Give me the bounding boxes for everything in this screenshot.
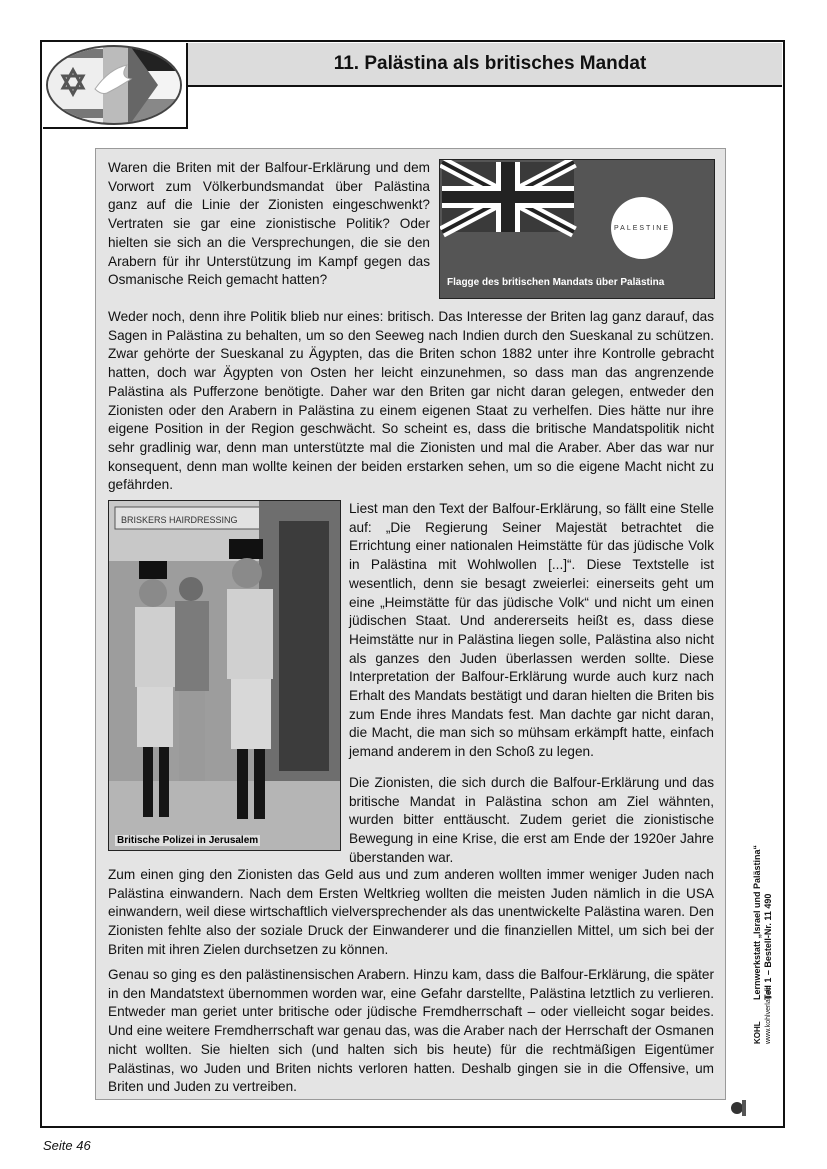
paragraph-immigration: Zum einen ging den Zionisten das Geld aus und zum anderen wollten immer weniger Juden nach Palästina einwandern. Nach dem Ersten Weltkrieg wollten die meisten Juden nämlich in die USA einwandern, weil diese wirtschaftlich vielversprechender als das unentwickelte Palästina waren. Den Zionisten fehlte also der soziale Druck der Einwanderer und die finanziellen Mittel, um sich bei der Briten mit ihren Zielen durchsetzen zu können. — [108, 867, 714, 957]
publisher-name: KOHL — [753, 1021, 762, 1044]
photo-caption: Britische Polizei in Jerusalem — [117, 835, 259, 846]
order-number: Teil 1 – Bestell-Nr. 11 490 — [763, 893, 773, 1000]
page-title: 11. Palästina als britisches Mandat — [333, 53, 647, 74]
paragraph-arabs: Genau so ging es den palästinensischen Arabern. Hinzu kam, dass die Balfour-Erklärung, die später in den Mandatstext übernommen worden war, eine Gefahr darstellte, Palästina letztlich zu verlieren. Entweder man geriet unter britische oder jüdische Fremdherrschaft – oder vielleicht sogar beides. Und eine weitere Fremdherrschaft war genau das, was die Araber nach der Herrschaft der Osmanen nicht wollten. Sie hielten sich (und halten sich bis heute) für die rechtmäßigen Eigentümer Palästinas, wo Juden und Briten nichts verloren hatten. Deshalb gingen sie in die Offensive, um Briten und Juden zu vertreiben. — [108, 967, 714, 1095]
publisher-website: www.kohlverlag.de — [765, 985, 772, 1044]
flag-caption: Flagge des britischen Mandats über Palästina — [447, 277, 665, 288]
title-bar — [188, 43, 782, 87]
paragraph-balfour: Liest man den Text der Balfour-Erklärung, so fällt eine Stelle auf: „Die Regierung Seiner Majestät betrachtet die Errichtung einer nationalen Heimstätte für das jüdische Volk in Palästina mit Wohlwollen [...]“. Diese Textstelle ist wesentlich, denn sie besagt zweierlei: einerseits geht um eine „Heimstätte für das jüdische Volk“ und nicht um einen jüdischen Staat. Und andererseits heißt es, dass diese Heimstätte nur in Palästina liegen solle, Palästina also nicht als ganzes den Juden überlassen werden sollte. Diese Interpretation der Balfour-Erklärung wurde auch kurz nach Erhalt des Mandats bestätigt und daran hielten die Briten bis zum Ende ihres Mandats fest. Man dachte gar nicht daran, die Macht, die man sich so mühsam erkämpft hatte, einfach jemand anderem in den Schoß zu legen. — [349, 501, 714, 760]
flag-badge-text: PALESTINE — [614, 225, 670, 232]
police-photo — [108, 500, 341, 851]
flag-image — [439, 159, 715, 299]
shop-sign: BRISKERS HAIRDRESSING — [121, 515, 238, 525]
series-title: Lernwerkstatt „Israel und Palästina“ — [752, 844, 762, 1000]
page-number: Seite 46 — [43, 1138, 91, 1153]
header-logo — [43, 43, 188, 129]
publisher-logo — [730, 1096, 748, 1118]
paragraph-intro: Waren die Briten mit der Balfour-Erklärung und dem Vorwort zum Völkerbundsmandat über Palästina ganz auf die Linie der Zionisten eingeschwenkt? Vertraten sie gar eine zionistische Politik? Oder hielten sie sich an die Versprechungen, die sie den Arabern für ihr Unterstützung im Kampf gegen das Osmanische Reich gemacht hatten? — [108, 160, 430, 288]
paragraph-zionists: Die Zionisten, die sich durch die Balfour-Erklärung und das britische Mandat in Palästina schon am Ziel wähnten, wurden bitter enttäuscht. Zudem geriet die zionistische Bewegung in eine Krise, die erst am Ende der 1920er Jahre überstanden war. — [349, 775, 714, 865]
paragraph-british-politics: Weder noch, denn ihre Politik blieb nur eines: britisch. Das Interesse der Briten lag ganz darauf, das Sagen in Palästina zu behalten, um so den Seeweg nach Indien durch den Sueskanal zu schützen. Zwar gehörte der Sueskanal zu Ägypten, das die Briten schon 1882 unter ihre Kontrolle gebracht hatten, doch war Ägypten von Osten her leicht einzunehmen, so dass man das angrenzende Palästina als Pufferzone benötigte. Daher war den Briten gar nicht daran gelegen, entweder den Zionisten oder den Arabern in Palästina zu einem eigenen Staat zu verhelfen. Dies hätte nur ihre eigene Position in der Region geschwächt. So scheint es, dass die britische Mandatspolitik nicht sehr gradlinig war, denn man unterstützte mal die Zionisten und mal die Araber. Aber das war nur konsequent, denn man wollte keinen der beiden erstarken sehen, um so die eigene Macht nicht zu gefährden. — [108, 309, 714, 493]
